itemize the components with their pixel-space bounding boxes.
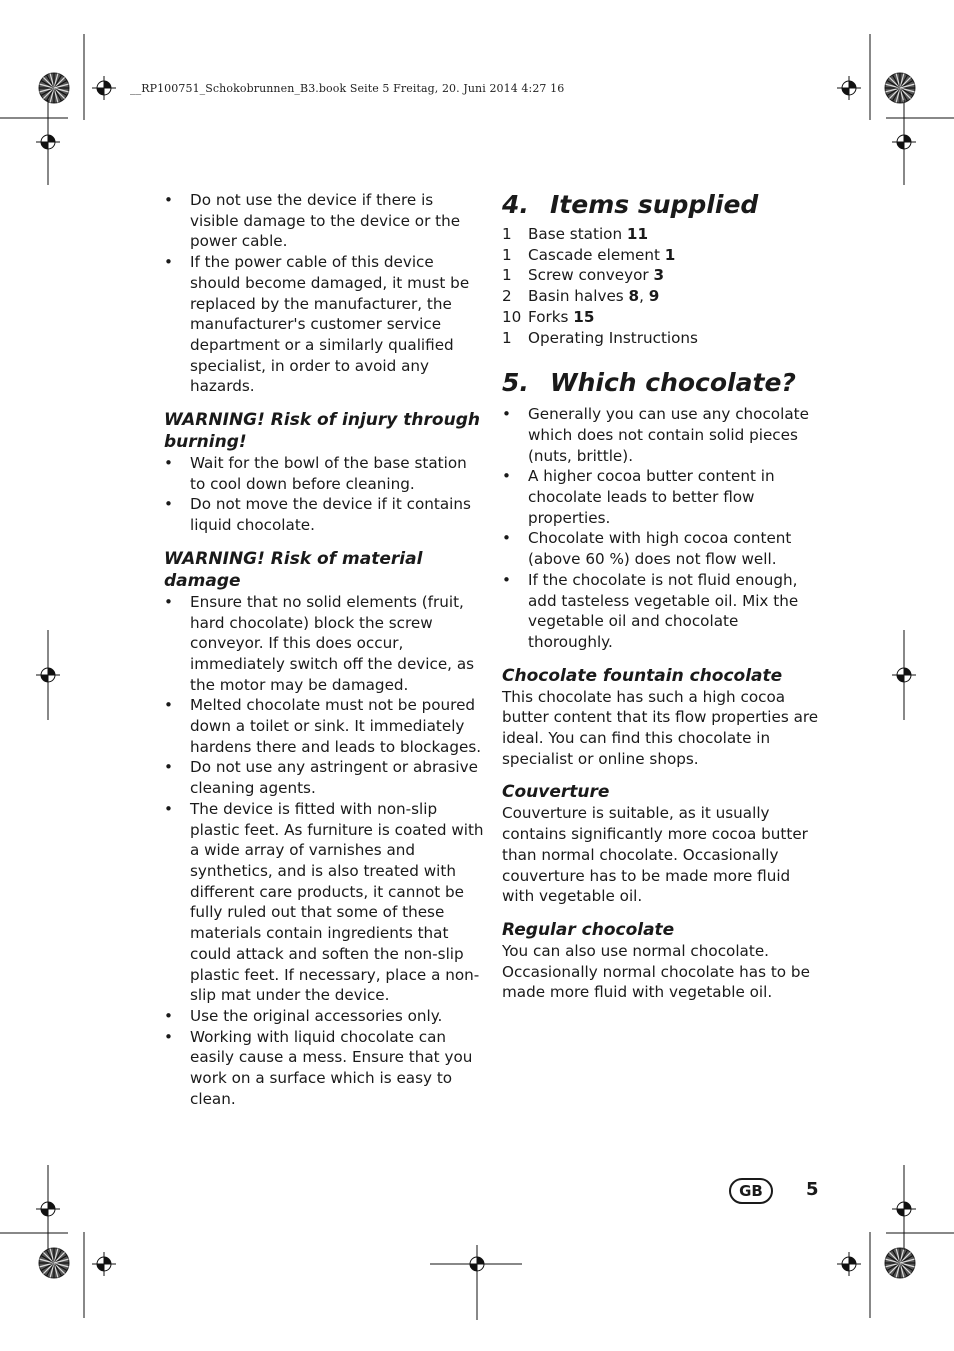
fountain-chocolate-text: This chocolate has such a high cocoa butter content that its flow properties are ideal. You can find this chocolate in specialist or online shops. (502, 687, 819, 768)
section-which-chocolate-heading (502, 368, 820, 398)
item-name: Cascade element (528, 245, 665, 264)
couverture-text: Couverture is suitable, as it usually contains significantly more cocoa butter than normal chocolate. Occasionally couverture has to be made more fluid with vegetable oil. (502, 804, 808, 906)
list-item: • Wait for the bowl of the base station to cool down before cleaning. (164, 453, 484, 494)
registration-fill (842, 88, 849, 95)
registration-fill (904, 135, 911, 142)
list-item: • Do not use any astringent or abrasive cleaning agents. (164, 757, 484, 798)
item-ref: 3 (653, 266, 665, 285)
list-item: • Working with liquid chocolate can easily cause a mess. Ensure that you work on a surface which is easy to clean. (164, 1027, 484, 1110)
left-column (164, 190, 484, 1109)
list-item: • A higher cocoa butter content in chocolate leads to better flow properties. (502, 466, 820, 528)
registration-fill (104, 1257, 111, 1264)
registration-fill (897, 675, 904, 682)
list-item: • Generally you can use any chocolate which does not contain solid pieces (nuts, brittle). (502, 404, 820, 466)
print-header: __RP100751_Schokobrunnen_B3.book Seite 5 Freitag, 20. Juni 2014 4:27 16 (130, 82, 565, 95)
registration-fill (48, 135, 55, 142)
item-qty: 10 (502, 307, 522, 326)
list-item: • If the power cable of this device should become damaged, it must be replaced by the manufacturer, the manufacturer's customer service department or a similarly qualified specialist, in order to avoid any hazards. (164, 252, 484, 397)
list-item (502, 224, 820, 245)
list-item: • The device is fitted with non-slip plastic feet. As furniture is coated with a wide array of varnishes and synthetics, and is also treated with different care products, it cannot be fully ruled out that some of these materials contain ingredients that could attack and soften the non-slip plastic feet. If necessary, place a non-slip mat under the device. (164, 799, 484, 1006)
registration-fill (849, 81, 856, 88)
warning-burning-list (164, 453, 484, 536)
item-name: Operating Instructions (528, 328, 698, 347)
regular-chocolate-text: You can also use normal chocolate. Occasionally normal chocolate has to be made more fluid with vegetable oil. (502, 941, 810, 1002)
item-qty: 2 (502, 287, 512, 306)
registration-fill (470, 1264, 477, 1271)
list-item: • Do not move the device if it contains liquid chocolate. (164, 494, 484, 535)
list-item (502, 245, 820, 266)
item-ref: 15 (573, 307, 595, 326)
safety-list (164, 190, 484, 397)
item-name: Base station (528, 225, 627, 243)
list-item (502, 328, 820, 349)
item-qty: 1 (502, 245, 512, 264)
item-name: Forks (528, 307, 574, 326)
registration-fill (48, 1202, 55, 1209)
item-name: Screw conveyor (528, 266, 654, 285)
right-column (502, 190, 820, 1003)
regular-chocolate-heading: Regular chocolate (502, 919, 675, 940)
item-name: Basin halves (528, 287, 629, 306)
items-list (502, 224, 820, 348)
registration-fill (41, 675, 48, 682)
item-qty: 1 (502, 328, 512, 347)
item-qty: 1 (502, 266, 512, 285)
registration-fill (904, 1202, 911, 1209)
registration-fill (477, 1257, 484, 1264)
couverture-heading: Couverture (502, 782, 610, 803)
item-ref: 9 (648, 287, 660, 306)
page-number: 5 (806, 1179, 819, 1200)
list-item (502, 286, 820, 307)
registration-fill (48, 668, 55, 675)
registration-fill (842, 1264, 849, 1271)
list-item: • Ensure that no solid elements (fruit, hard chocolate) block the screw conveyor. If this does occur, immediately switch off the device, as the motor may be damaged. (164, 592, 484, 696)
registration-fill (41, 142, 48, 149)
item-ref: 11 (626, 225, 649, 243)
item-ref: 8 (628, 287, 640, 306)
registration-fill (97, 1264, 104, 1271)
registration-fill (41, 1209, 48, 1216)
registration-fill (97, 88, 104, 95)
fountain-chocolate-heading: Chocolate fountain chocolate (502, 665, 783, 686)
list-item: • Do not use the device if there is visible damage to the device or the power cable. (164, 190, 484, 252)
list-item (502, 307, 820, 328)
chocolate-list (502, 404, 820, 652)
section-number: 4. (502, 190, 529, 219)
section-number: 5. (502, 368, 529, 398)
warning-burning-heading: WARNING! Risk of injury through burning! (164, 410, 480, 453)
registration-fill (104, 81, 111, 88)
item-sep: , (639, 287, 649, 306)
list-item: • If the chocolate is not fluid enough, add tasteless vegetable oil. Mix the vegetable oil and chocolate thoroughly. (502, 570, 820, 653)
section-title: Which chocolate? (550, 368, 796, 398)
item-qty: 1 (502, 225, 512, 243)
language-badge: GB (729, 1178, 773, 1204)
registration-fill (897, 1209, 904, 1216)
list-item (502, 265, 820, 286)
registration-fill (849, 1257, 856, 1264)
warning-material-list (164, 592, 484, 1110)
registration-fill (897, 142, 904, 149)
list-item: • Melted chocolate must not be poured down a toilet or sink. It immediately hardens there and leads to blockages. (164, 695, 484, 757)
registration-fill (904, 668, 911, 675)
list-item: • Chocolate with high cocoa content (above 60 %) does not flow well. (502, 528, 820, 569)
section-items-supplied-heading (502, 190, 820, 220)
item-ref: 1 (664, 245, 676, 264)
list-item: • Use the original accessories only. (164, 1006, 484, 1027)
warning-material-heading: WARNING! Risk of material damage (164, 548, 423, 591)
section-title: Items supplied (550, 190, 759, 219)
